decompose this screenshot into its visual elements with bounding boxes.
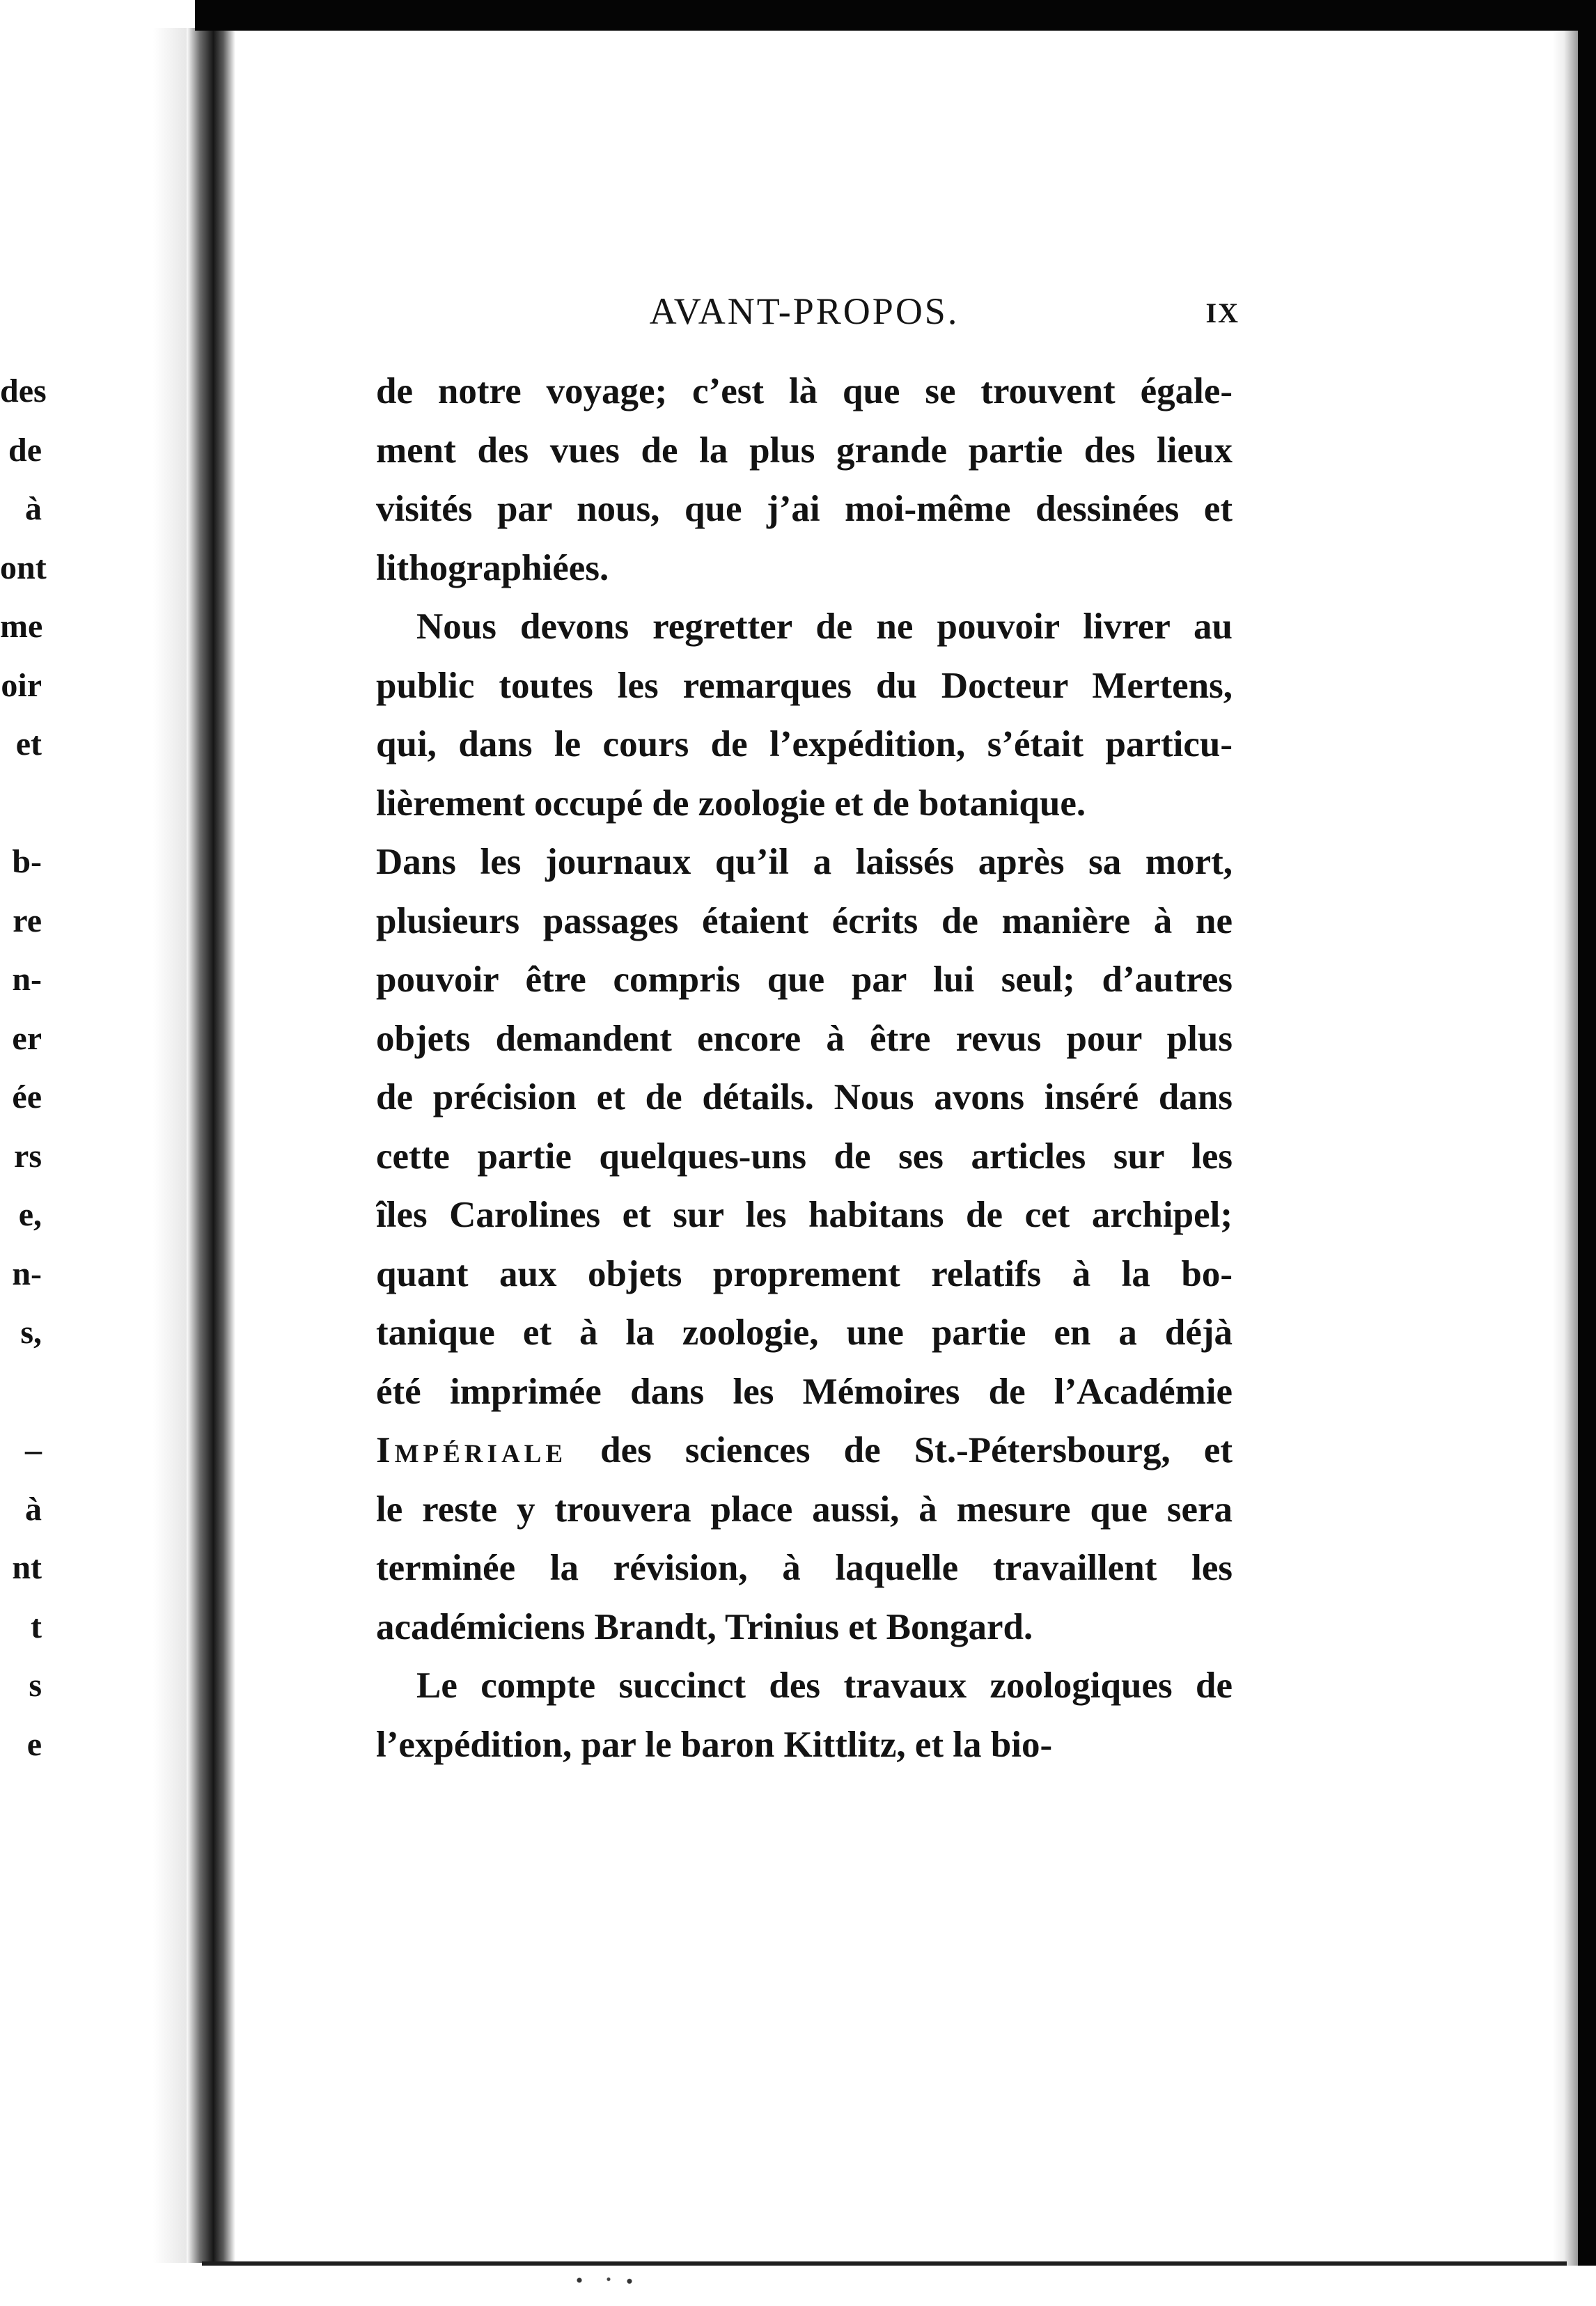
text-line: l’expédition, par le baron Kittlitz, et la bio- bbox=[376, 1724, 1053, 1765]
scan-right-border bbox=[1578, 0, 1596, 2306]
facing-page-fragment: s, bbox=[20, 1314, 42, 1351]
running-head: AVANT-PROPOS. bbox=[649, 290, 960, 332]
text-line: cette partie quelques-uns de ses articles sur les bbox=[376, 1136, 1233, 1177]
text-line: de notre voyage; c’est là que se trouvent égale- bbox=[376, 371, 1233, 411]
text-line bbox=[376, 1421, 1233, 1480]
line-text: des sciences de St.-Pétersbourg, et bbox=[567, 1430, 1233, 1470]
text-line: le reste y trouvera place aussi, à mesure que sera bbox=[376, 1489, 1233, 1530]
text-line: été imprimée dans les Mémoires de l’Académie bbox=[376, 1371, 1233, 1412]
text-line: tanique et à la zoologie, une partie en a déjà bbox=[376, 1312, 1233, 1353]
text-line: Le compte succinct des travaux zoologiques de bbox=[416, 1665, 1233, 1706]
text-line: pouvoir être compris que par lui seul; d’autres bbox=[376, 959, 1233, 1000]
text-line: terminée la révision, à laquelle travaillent les bbox=[376, 1548, 1233, 1588]
text-line: quant aux objets proprement relatifs à la bo- bbox=[376, 1253, 1233, 1294]
text-line: qui, dans le cours de l’expédition, s’était particu- bbox=[376, 724, 1233, 764]
facing-page-fragment: à bbox=[25, 1490, 42, 1528]
scan-top-border bbox=[195, 0, 1596, 31]
facing-page-fragment: ont bbox=[0, 549, 47, 586]
small-caps-word: Impériale bbox=[376, 1430, 568, 1470]
text-line: académiciens Brandt, Trinius et Bongard. bbox=[376, 1606, 1033, 1647]
scan-bottom-margin bbox=[0, 2266, 1596, 2306]
facing-page-fragment: er bbox=[12, 1019, 42, 1057]
facing-page-fragment: nt bbox=[12, 1549, 42, 1586]
facing-page-fragment: n- bbox=[12, 961, 42, 998]
facing-page-fragment: rs bbox=[14, 1137, 42, 1175]
facing-page-fragment: b- bbox=[12, 843, 42, 880]
facing-page-fragment: s bbox=[29, 1667, 42, 1704]
left-page-edge bbox=[153, 28, 188, 2263]
facing-page-fragment: et bbox=[15, 725, 42, 762]
facing-page-fragment: t bbox=[31, 1608, 42, 1645]
text-line: ment des vues de la plus grande partie des lieux bbox=[376, 430, 1233, 471]
facing-page-fragment bbox=[0, 774, 84, 833]
body-text bbox=[376, 362, 1233, 1774]
page-number: IX bbox=[1205, 297, 1239, 329]
text-line: Dans les journaux qu’il a laissés après sa mort, bbox=[376, 842, 1233, 882]
facing-page-fragment bbox=[0, 1363, 84, 1422]
facing-page-fragment: me bbox=[0, 608, 43, 645]
facing-page-line-ends bbox=[0, 362, 84, 1774]
facing-page-fragment: e, bbox=[18, 1196, 42, 1233]
facing-page-fragment: de bbox=[8, 431, 42, 469]
book-gutter bbox=[187, 28, 235, 2263]
text-line: lièrement occupé de zoologie et de botanique. bbox=[376, 783, 1086, 824]
facing-page-fragment: re bbox=[13, 902, 42, 939]
text-line: visités par nous, que j’ai moi-même dessinées et bbox=[376, 489, 1233, 529]
dust-specks bbox=[563, 2275, 646, 2285]
facing-page-fragment: n- bbox=[12, 1255, 42, 1292]
facing-page-fragment: à bbox=[25, 490, 42, 527]
text-line: plusieurs passages étaient écrits de manière à ne bbox=[376, 900, 1233, 941]
text-line: lithographiées. bbox=[376, 547, 609, 588]
facing-page-fragment: e bbox=[26, 1725, 42, 1763]
text-line: Nous devons regretter de ne pouvoir livrer au bbox=[416, 606, 1233, 647]
right-page-edge bbox=[1553, 31, 1578, 2266]
facing-page-fragment: oir bbox=[1, 666, 42, 704]
text-line: public toutes les remarques du Docteur Mertens, bbox=[376, 665, 1233, 706]
facing-page-fragment: ée bbox=[12, 1079, 42, 1115]
text-line: de précision et de détails. Nous avons inséré dans bbox=[376, 1077, 1233, 1117]
facing-page-fragment: des bbox=[0, 372, 47, 409]
text-line: îles Carolines et sur les habitans de cet archipel; bbox=[376, 1195, 1233, 1235]
text-line: objets demandent encore à être revus pour plus bbox=[376, 1018, 1233, 1059]
facing-page-fragment: – bbox=[25, 1432, 42, 1468]
